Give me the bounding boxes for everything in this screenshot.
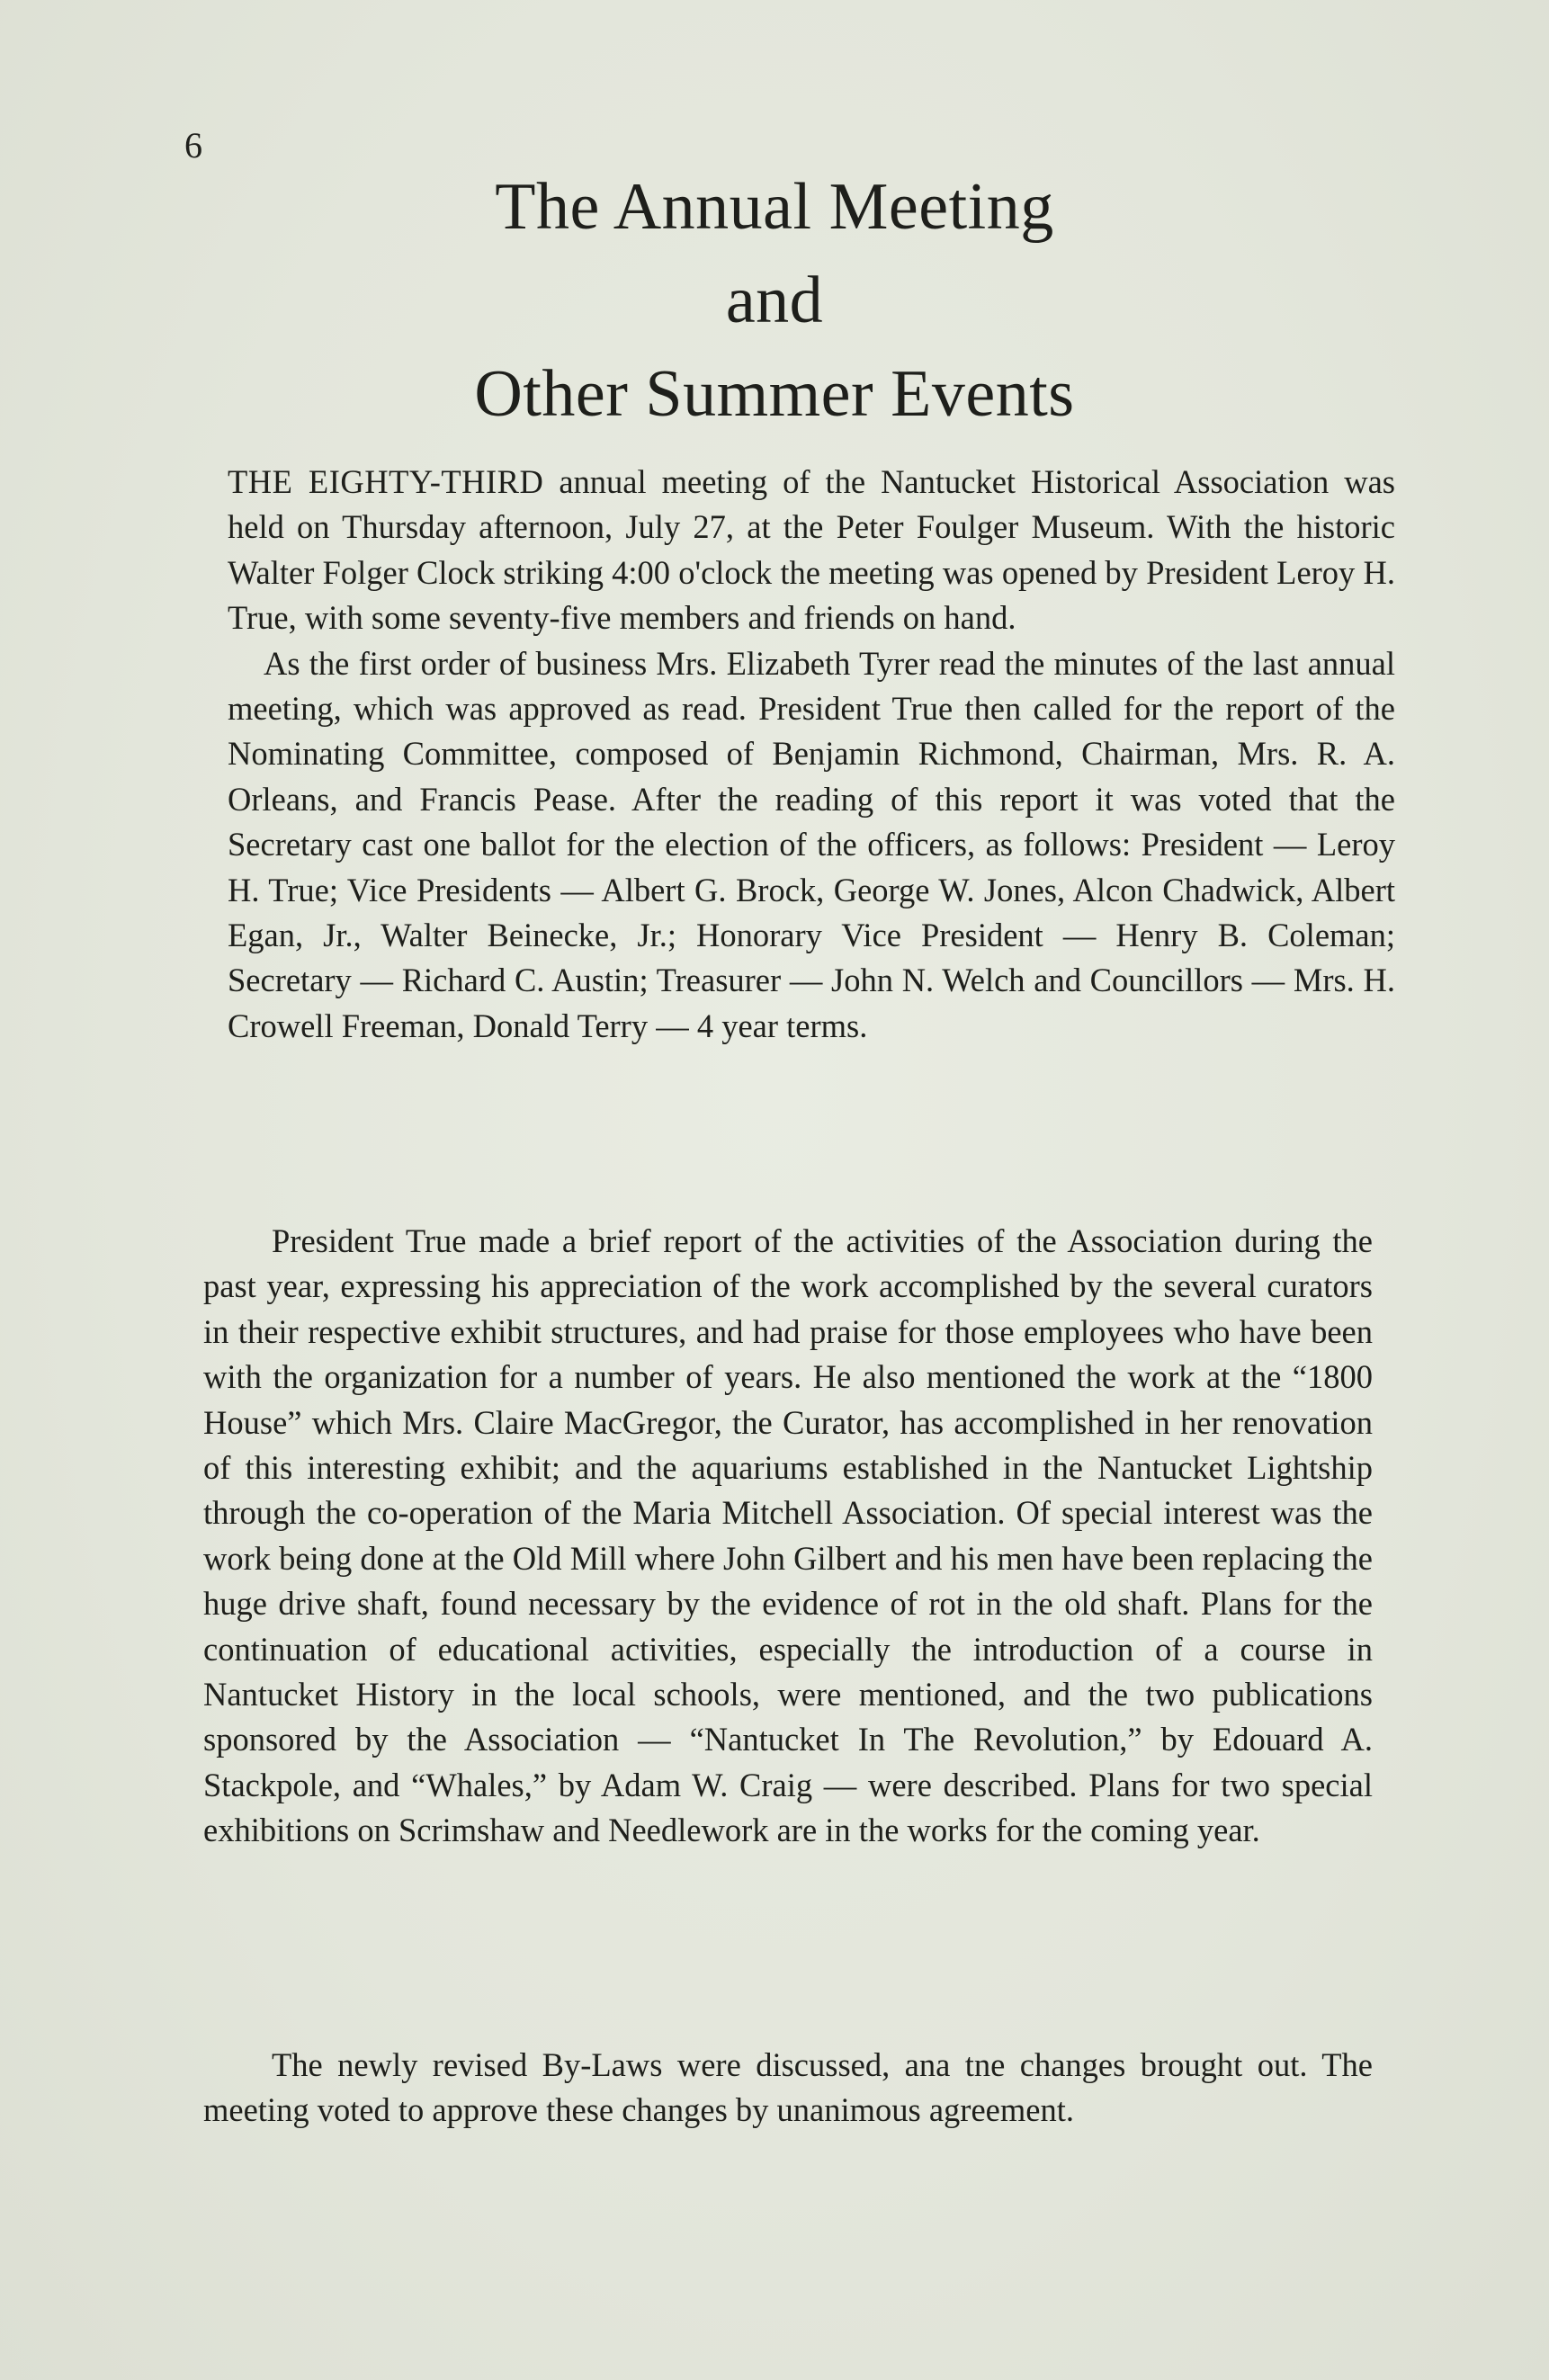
title-line-3: Other Summer Events (474, 357, 1075, 431)
paragraph-opening (228, 460, 1395, 1049)
article-title (0, 160, 1549, 441)
paragraph-bylaws: The newly revised By-Laws were discussed, ana tne changes brought out. The meeting voted to approve these changes by unanimous agreement. (203, 2046, 1373, 2129)
opening-paragraph-text: annual meeting of the Nantucket Historical Association was held on Thursday afternoon, July 27, at the Peter Foulger Museum. With the historic Walter Folger Clock striking 4:00 o'clock the meeting was opened by President Leroy H. True, with some seventy-five members and friends on hand. (228, 463, 1395, 637)
opening-lead-caps: THE EIGHTY-THIRD (228, 463, 544, 500)
paragraph-business: As the first order of business Mrs. Elizabeth Tyrer read the minutes of the last annual meeting, which was approved as read. President True then called for the report of the Nominating Committee, composed of Benjamin Richmond, Chairman, Mrs. R. A. Orleans, and Francis Pease. After the reading of this report it was voted that the Secretary cast one ballot for the election of the officers, as follows: President — Leroy H. True; Vice Presidents — Albert G. Brock, George W. Jones, Alcon Chadwick, Albert Egan, Jr., Walter Beinecke, Jr.; Honorary Vice President — Henry B. Coleman; Secretary — Richard C. Austin; Treasurer — John N. Welch and Councillors — Mrs. H. Crowell Freeman, Donald Terry — 4 year terms. (228, 644, 1395, 1044)
paragraph-president-report: President True made a brief report of the activities of the Association during the past year, expressing his appreciation of the work accomplished by the several curators in their respective exhibit structures, and had praise for those employees who have been with the organization for a number of years. He also mentioned the work at the “1800 House” which Mrs. Claire MacGregor, the Curator, has accomplished in her renovation of this interesting exhibit; and the aquariums established in the Nantucket Lightship through the co-operation of the Maria Mitchell Association. Of special interest was the work being done at the Old Mill where John Gilbert and his men have been replacing the huge drive shaft, found necessary by the evidence of rot in the old shaft. Plans for the continuation of educational activities, especially the introduction of a course in Nantucket History in the local schools, were mentioned, and the two publications sponsored by the Association — “Nantucket In The Revolution,” by Edouard A. Stackpole, and “Whales,” by Adam W. Craig — were described. Plans for two special exhibitions on Scrimshaw and Needlework are in the works for the coming year. (203, 1222, 1373, 1849)
title-line-2: and (725, 264, 824, 337)
title-line-1: The Annual Meeting (495, 170, 1054, 244)
page-number: 6 (184, 125, 202, 166)
